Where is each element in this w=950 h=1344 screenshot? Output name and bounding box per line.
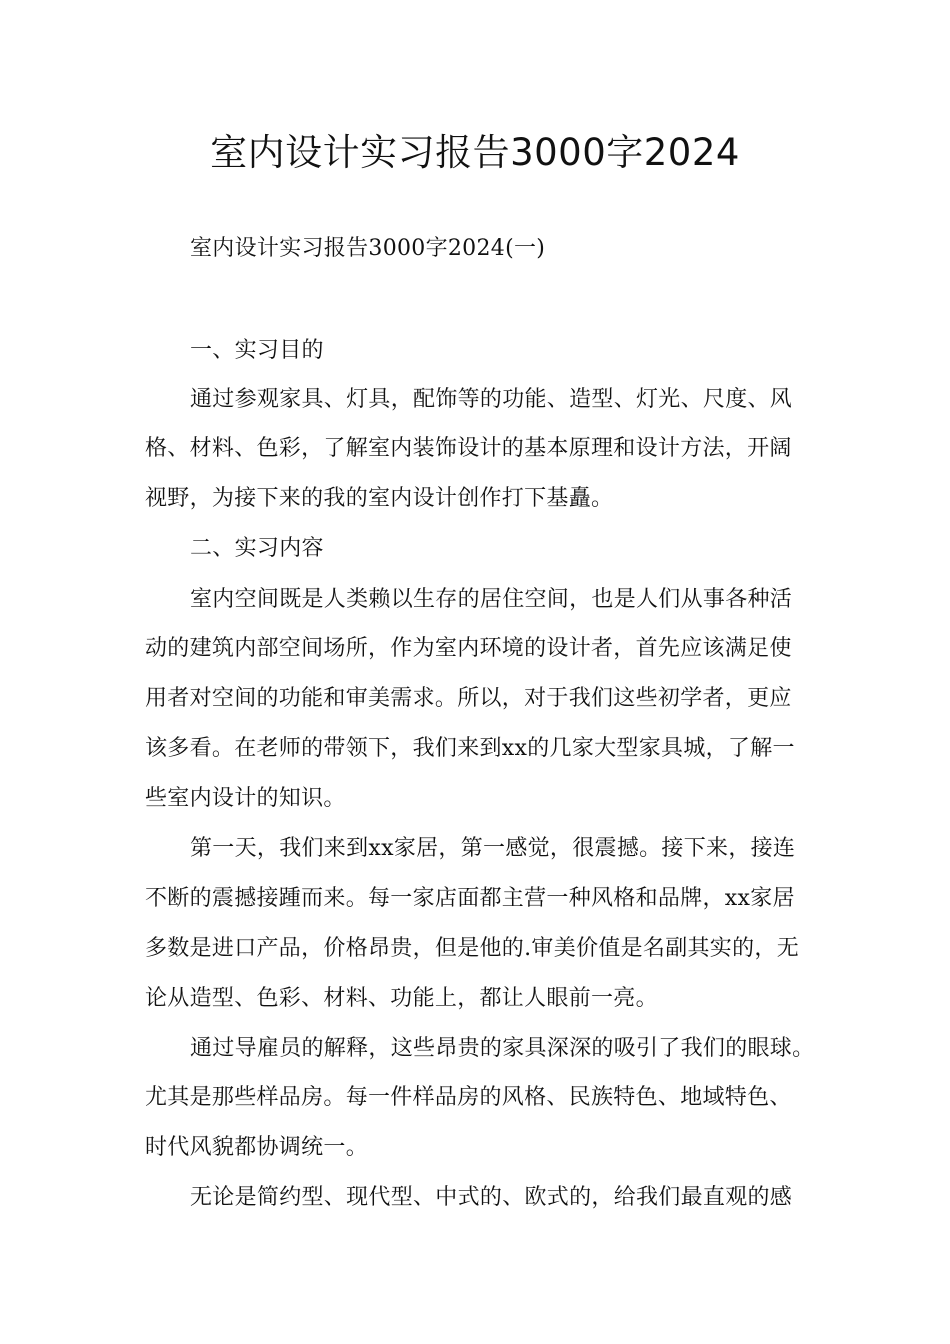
paragraph-line: 该多看。在老师的带领下，我们来到xx的几家大型家具城，了解一: [145, 736, 795, 761]
paragraph-line: 用者对空间的功能和审美需求。所以，对于我们这些初学者，更应: [145, 686, 792, 711]
paragraph-line: 无论是简约型、现代型、中式的、欧式的，给我们最直观的感: [190, 1185, 793, 1210]
paragraph-line: 时代风貌都协调统一。: [145, 1135, 369, 1160]
document-subtitle: 室内设计实习报告3000字2024(一): [190, 236, 546, 261]
section-heading-objective: 一、实习目的: [190, 338, 324, 363]
document-title: 室内设计实习报告3000字2024: [210, 131, 740, 174]
paragraph-line: 动的建筑内部空间场所，作为室内环境的设计者，首先应该满足使: [145, 636, 792, 661]
paragraph-line: 多数是进口产品，价格昂贵，但是他的.审美价值是名副其实的，无: [145, 936, 799, 961]
paragraph-line: 第一天，我们来到xx家居，第一感觉，很震撼。接下来，接连: [190, 836, 796, 861]
paragraph-line: 些室内设计的知识。: [145, 786, 346, 811]
section-heading-content: 二、实习内容: [190, 536, 324, 561]
paragraph-line: 不断的震撼接踵而来。每一家店面都主营一种风格和品牌，xx家居: [145, 886, 795, 911]
paragraph-line: 室内空间既是人类赖以生存的居住空间，也是人们从事各种活: [190, 587, 793, 612]
paragraph-line: 视野，为接下来的我的室内设计创作打下基矗。: [145, 486, 614, 511]
paragraph-line: 论从造型、色彩、材料、功能上，都让人眼前一亮。: [145, 986, 658, 1011]
paragraph-line: 格、材料、色彩，了解室内装饰设计的基本原理和设计方法，开阔: [145, 436, 792, 461]
paragraph-line: 通过参观家具、灯具，配饰等的功能、造型、灯光、尺度、风: [190, 387, 793, 412]
paragraph-line: 尤其是那些样品房。每一件样品房的风格、民族特色、地域特色、: [145, 1085, 792, 1110]
paragraph-line: 通过导雇员的解释，这些昂贵的家具深深的吸引了我们的眼球。: [190, 1036, 815, 1061]
